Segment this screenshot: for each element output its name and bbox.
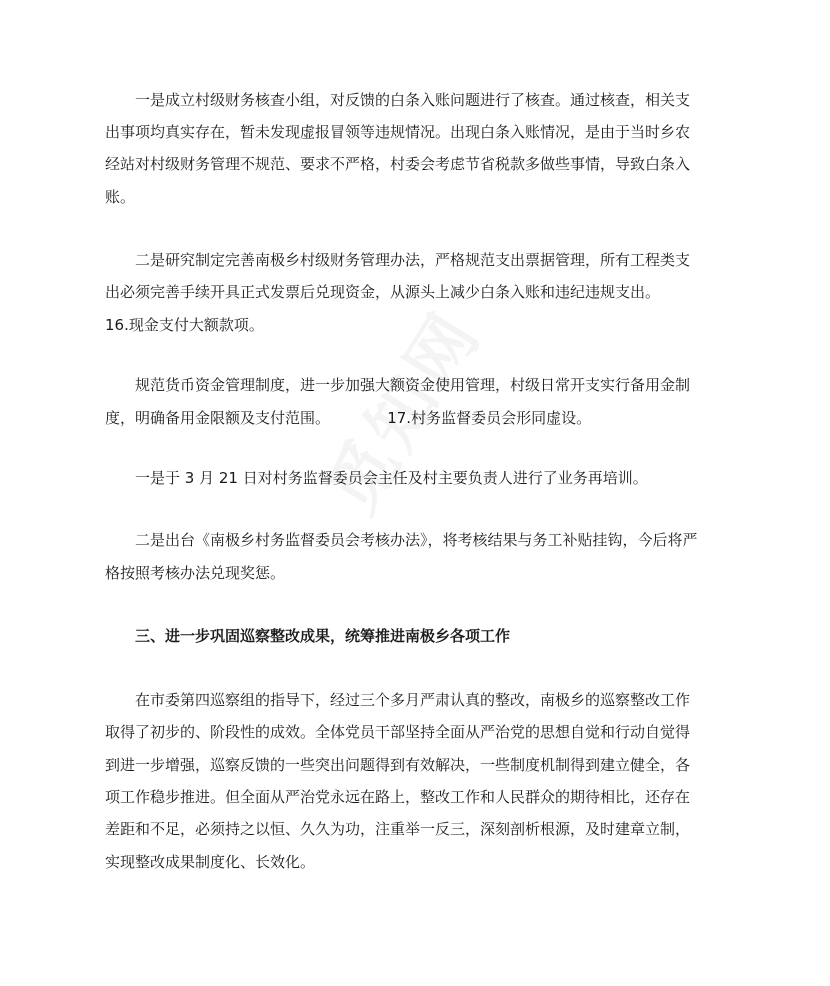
section-heading: 三、进一步巩固巡察整改成果，统筹推进南极乡各项工作: [135, 627, 511, 645]
text-line: 出必须完善手续开具正式发票后兑现资金，从源头上减少白条入账和违纪违规支出。: [105, 283, 661, 301]
text-line: 在市委第四巡察组的指导下，经过三个多月严肃认真的整改，南极乡的巡察整改工作: [135, 691, 691, 709]
text-line: 一是于 3 月 21 日对村务监督委员会主任及村主要负责人进行了业务再培训。: [135, 469, 648, 487]
text-line: 二是出台《南极乡村务监督委员会考核办法》，将考核结果与务工补贴挂钩，今后将严: [135, 531, 698, 549]
text-line: 一是成立村级财务核查小组，对反馈的白条入账问题进行了核查。通过核查，相关支: [135, 91, 691, 109]
text-line: 16.现金支付大额款项。: [105, 316, 264, 334]
text-line: 经站对村级财务管理不规范、要求不严格，村委会考虑节省税款多做些事情，导致白条入: [105, 155, 691, 173]
text-line: 账。: [105, 188, 136, 206]
text-line: 度，明确备用金限额及支付范围。 17.村务监督委员会形同虚设。: [105, 409, 592, 427]
text-line: 取得了初步的、阶段性的成效。全体党员干部坚持全面从严治党的思想自觉和行动自觉得: [105, 723, 691, 741]
text-line: 项工作稳步推进。但全面从严治党永远在路上，整改工作和人民群众的期待相比，还存在: [105, 788, 691, 806]
text-line: 规范货币资金管理制度，进一步加强大额资金使用管理，村级日常开支实行备用金制: [135, 376, 691, 394]
text-line: 格按照考核办法兑现奖惩。: [105, 564, 286, 582]
text-line: 差距和不足，必须持之以恒、久久为功，注重举一反三，深刻剖析根源，及时建章立制，: [105, 820, 691, 838]
text-line: 出事项均真实存在，暂未发现虚报冒领等违规情况。出现白条入账情况，是由于当时乡农: [105, 123, 691, 141]
text-line: 到进一步增强，巡察反馈的一些突出问题得到有效解决，一些制度机制得到建立健全，各: [105, 756, 691, 774]
text-line: 二是研究制定完善南极乡村级财务管理办法，严格规范支出票据管理，所有工程类支: [135, 251, 691, 269]
text-line: 实现整改成果制度化、长效化。: [105, 853, 316, 871]
